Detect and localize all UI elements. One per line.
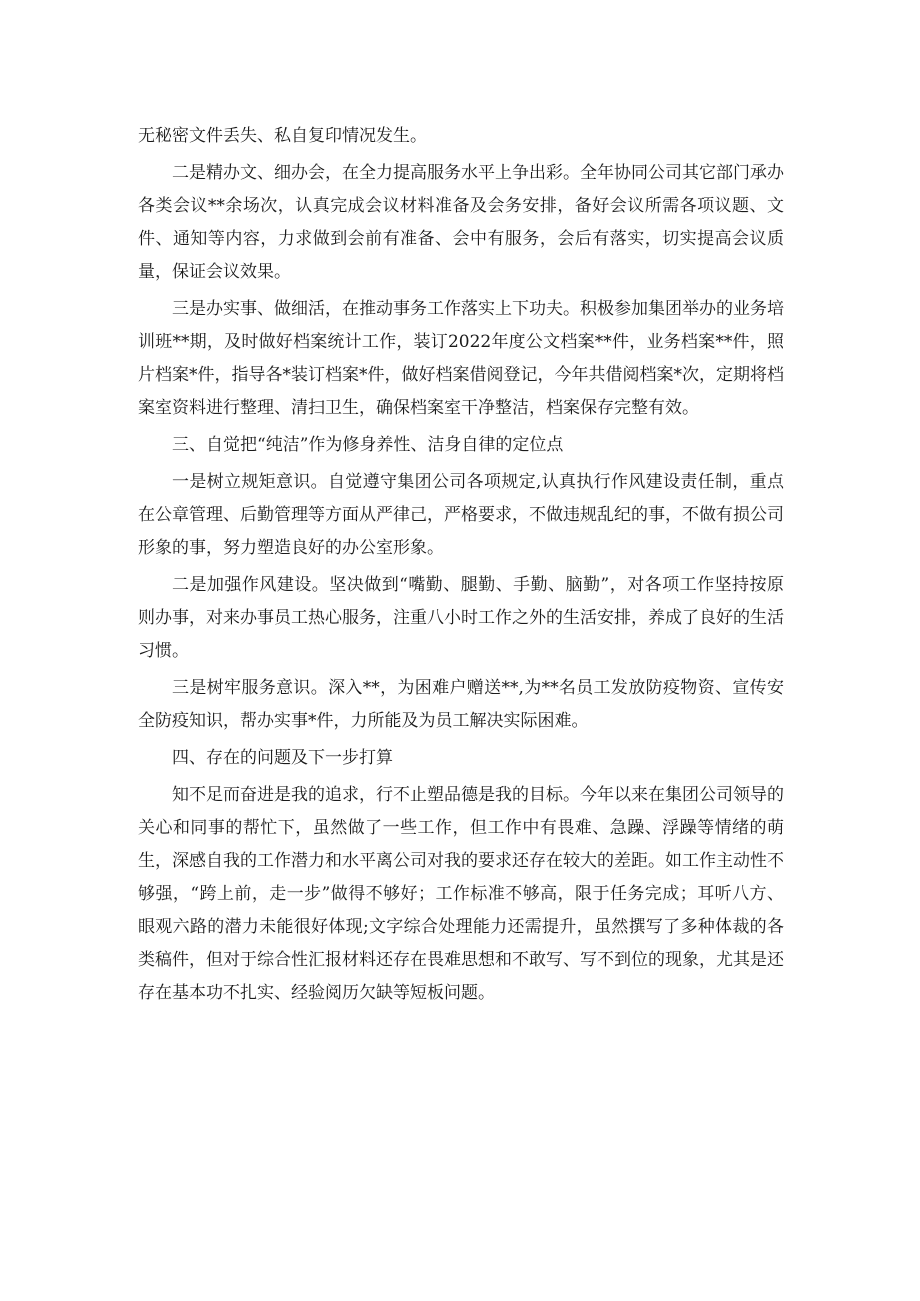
paragraph-rules-awareness: 一是树立规矩意识。自觉遵守集团公司各项规定,认真执行作风建设责任制，重点在公章管理、后勤管理等方面从严律己，严格要求，不做违规乱纪的事，不做有损公司形象的事，努力塑造良好的办公室形象。	[138, 472, 784, 558]
section-heading-four: 四、存在的问题及下一步打算	[172, 748, 393, 768]
section-heading-three: 三、自觉把“纯洁”作为修身养性、洁身自律的定位点	[172, 435, 564, 455]
paragraph-service-awareness: 三是树牢服务意识。深入**，为困难户赠送**,为**名员工发放防疫物资、宣传安全防疫知识，帮办实事*件，力所能及为员工解决实际困难。	[138, 678, 784, 731]
paragraph-archives: 三是办实事、做细活，在推动事务工作落实上下功夫。积极参加集团举办的业务培训班**期，及时做好档案统计工作，装订2022年度公文档案**件，业务档案**件，照片档案*件，指导各*装订档案*件，做好档案借阅登记，今年共借阅档案*次，定期将档案室资料进行整理、清扫卫生，确保档案室干净整洁，档案保存完整有效。	[138, 299, 784, 418]
paragraph-continuation: 无秘密文件丢失、私自复印情况发生。	[138, 126, 427, 146]
document-body	[138, 120, 784, 1014]
paragraph-work-style: 二是加强作风建设。坚决做到“嘴勤、腿勤、手勤、脑勤”，对各项工作坚持按原则办事，对来办事员工热心服务，注重八小时工作之外的生活安排，养成了良好的生活习惯。	[138, 575, 784, 661]
paragraph-problems: 知不足而奋进是我的追求，行不止塑品德是我的目标。今年以来在集团公司领导的关心和同事的帮忙下，虽然做了一些工作，但工作中有畏难、急躁、浮躁等情绪的萌生，深感自我的工作潜力和水平离公司对我的要求还存在较大的差距。如工作主动性不够强，“跨上前，走一步”做得不够好；工作标准不够高，限于任务完成；耳听八方、眼观六路的潜力未能很好体现;文字综合处理能力还需提升，虽然撰写了多种体裁的各类稿件，但对于综合性汇报材料还存在畏难思想和不敢写、写不到位的现象，尤其是还存在基本功不扎实、经验阅历欠缺等短板问题。	[138, 785, 784, 1003]
paragraph-meetings: 二是精办文、细办会，在全力提高服务水平上争出彩。全年协同公司其它部门承办各类会议**余场次，认真完成会议材料准备及会务安排，备好会议所需各项议题、文件、通知等内容，力求做到会前有准备、会中有服务，会后有落实，切实提高会议质量，保证会议效果。	[138, 163, 784, 282]
